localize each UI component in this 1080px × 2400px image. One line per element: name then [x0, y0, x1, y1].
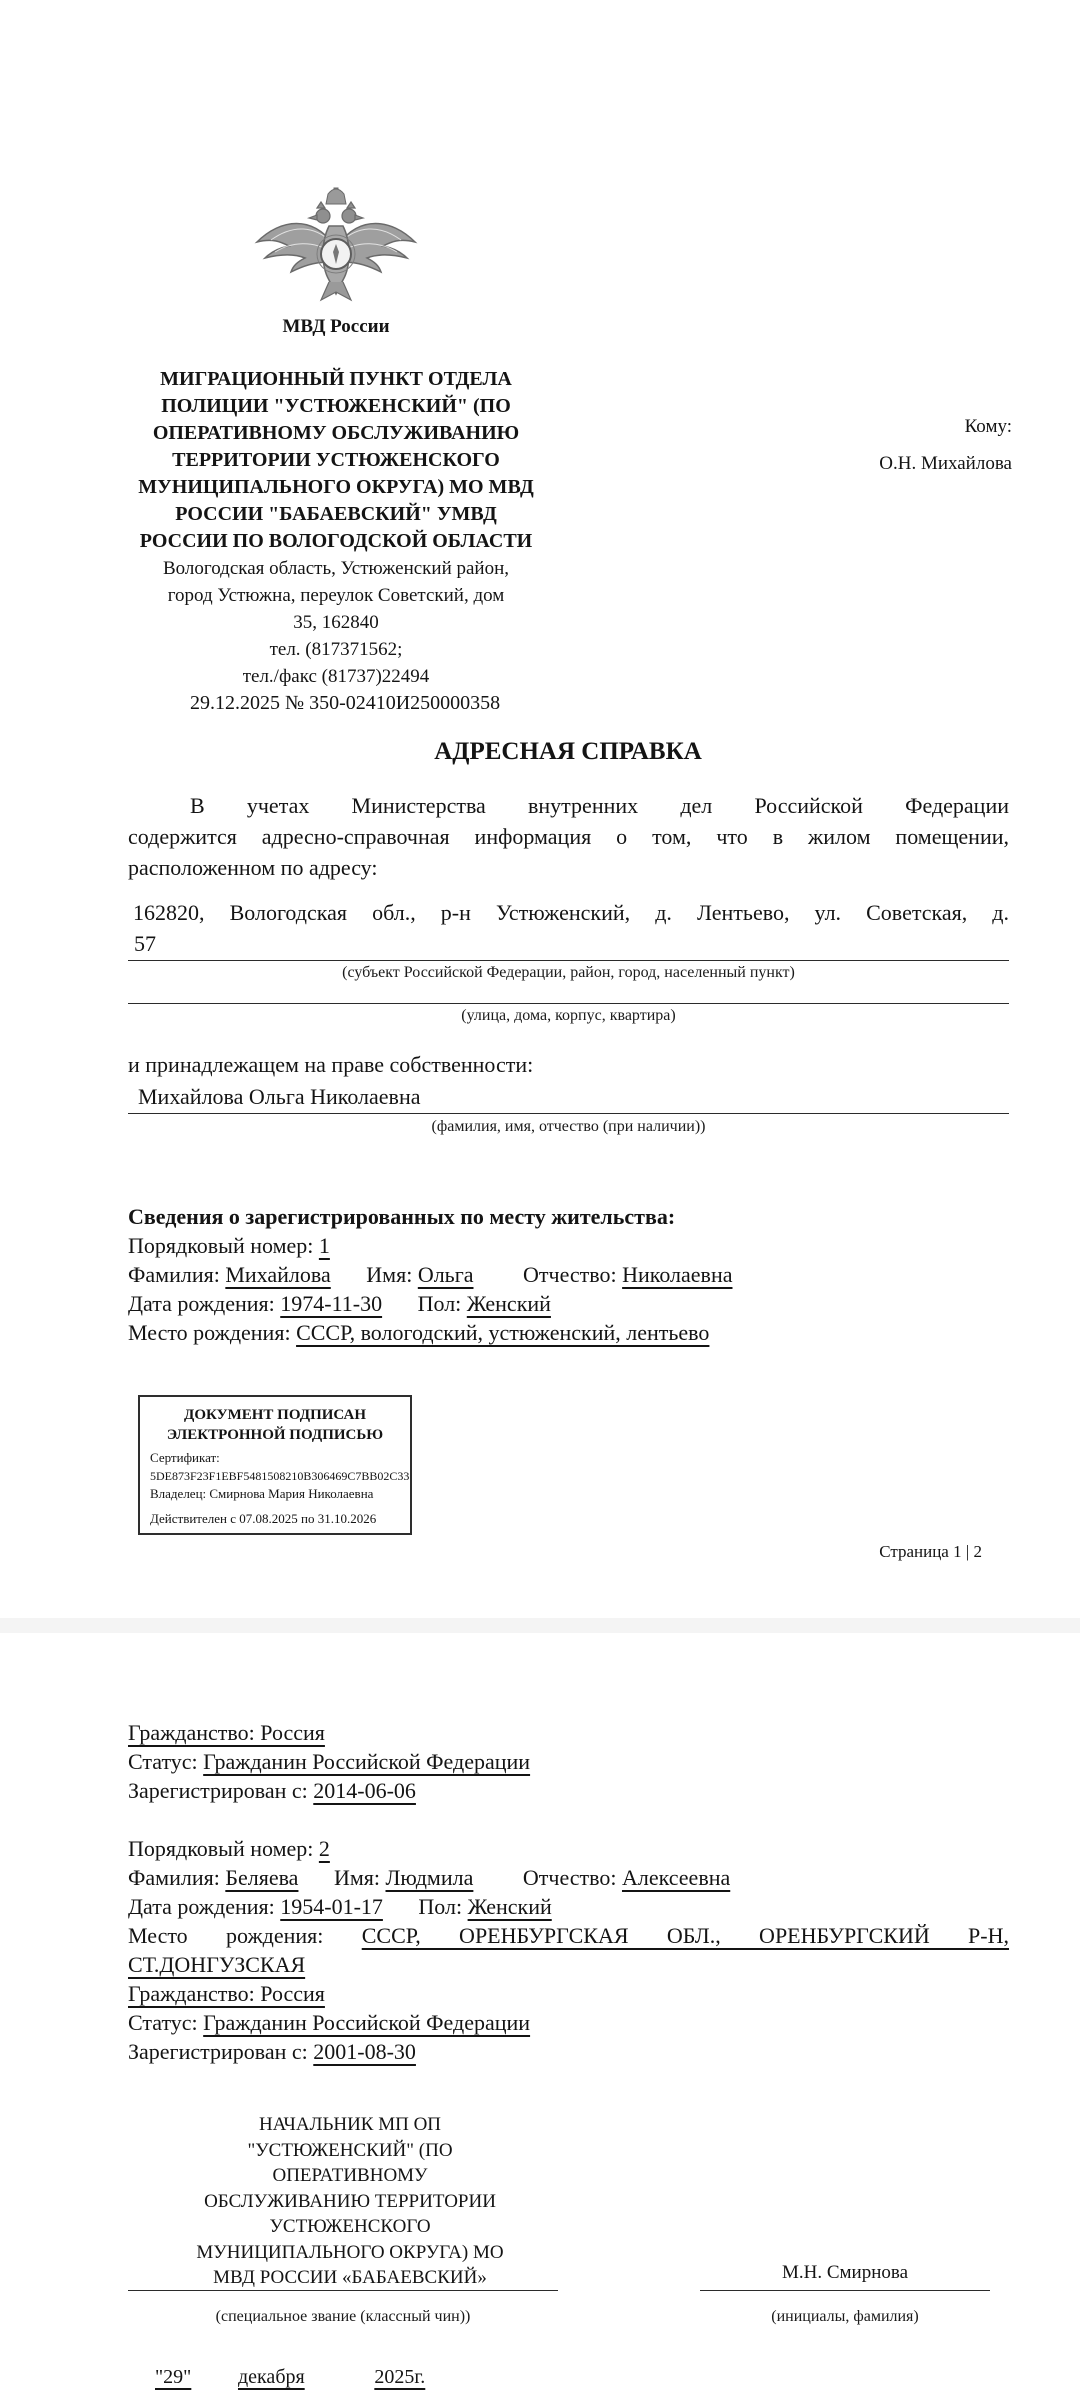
registered-label: Зарегистрирован с: [128, 2039, 308, 2064]
position-caption: (специальное звание (классный чин)) [215, 2308, 471, 2325]
addressee-label: Кому: [964, 416, 1012, 437]
order-value: 2 [318, 1836, 330, 1861]
org-line: ОПЕРАТИВНОМУ ОБСЛУЖИВАНИЮ [152, 422, 520, 444]
org-line: РОССИИ "БАБАЕВСКИЙ" УМВД [175, 503, 497, 525]
page-indicator: Страница 1 | 2 [879, 1542, 982, 1561]
birthplace-label: Место рождения: [128, 1923, 324, 1948]
person2-registered-line [128, 2037, 1009, 2066]
stamp-validity: Действителен с 07.08.2025 по 31.10.2026 [150, 1511, 377, 1526]
signer-name: М.Н. Смирнова [781, 2262, 909, 2283]
signoff-date-day: "29" [155, 2366, 192, 2388]
signoff-date-month: декабря [237, 2366, 305, 2388]
name-caption: (инициалы, фамилия) [771, 2308, 919, 2325]
person1-citizenship-line [128, 1718, 1009, 1747]
status-value: Гражданин Российской Федерации [203, 1749, 531, 1774]
org-contact-line: 35, 162840 [293, 612, 379, 633]
position-line: УСТЮЖЕНСКОГО [269, 2216, 431, 2237]
mvd-emblem [251, 182, 421, 310]
intro-line: содержится адресно-справочная информация о том, что в жилом помещении, [128, 824, 1009, 849]
person2-citizenship-line [128, 1979, 1009, 2008]
org-contact-line: тел. (817371562; [269, 639, 403, 660]
birthdate-value: 1974-11-30 [280, 1291, 383, 1316]
person1-status-line [128, 1747, 1009, 1776]
person2-status-line [128, 2008, 1009, 2037]
position-line: ОПЕРАТИВНОМУ [272, 2165, 428, 2186]
position-line: ОБСЛУЖИВАНИЮ ТЕРРИТОРИИ [204, 2190, 496, 2212]
person1-order-line [128, 1231, 1009, 1260]
org-line: РОССИИ ПО ВОЛОГОДСКОЙ ОБЛАСТИ [139, 530, 533, 552]
address-street-rule [128, 976, 1009, 1004]
birthdate-label: Дата рождения: [128, 1894, 275, 1919]
digital-signature-stamp [138, 1395, 412, 1535]
sex-value: Женский [466, 1291, 551, 1316]
page2-registered-persons [128, 1718, 1009, 2066]
org-contact-line: тел./факс (81737)22494 [242, 666, 430, 687]
name-label: Имя: [333, 1865, 380, 1890]
section-title: Сведения о зарегистрированных по месту жительства: [128, 1204, 676, 1229]
owner-caption: (фамилия, имя, отчество (при наличии)) [431, 1118, 706, 1135]
ownership-intro: и принадлежащем на праве собственности: [128, 1052, 534, 1077]
status-label: Статус: [128, 2010, 198, 2035]
status-value: Гражданин Российской Федерации [203, 2010, 531, 2035]
name-value: Людмила [385, 1865, 474, 1890]
position-line: "УСТЮЖЕНСКИЙ" (ПО [247, 2139, 453, 2161]
sex-label: Пол: [417, 1291, 462, 1316]
registered-value: 2001-08-30 [313, 2039, 416, 2064]
stamp-title-line2: ЭЛЕКТРОННОЙ ПОДПИСЬЮ [166, 1427, 384, 1443]
birthplace-value-part2: СТ.ДОНГУЗСКАЯ [128, 1952, 306, 1977]
address-caption-region: (субъект Российской Федерации, район, город, населенный пункт) [342, 964, 795, 981]
person2-birthplace-line1 [128, 1921, 1009, 1950]
birthdate-value: 1954-01-17 [280, 1894, 383, 1919]
addressee-block [712, 408, 1012, 482]
owner-name: Михайлова Ольга Николаевна [128, 1084, 1009, 1114]
registered-label: Зарегистрирован с: [128, 1778, 308, 1803]
position-line: МВД РОССИИ «БАБАЕВСКИЙ» [213, 2267, 487, 2288]
registered-value: 2014-06-06 [313, 1778, 416, 1803]
patronymic-label: Отчество: [523, 1262, 617, 1287]
order-label: Порядковый номер: [128, 1836, 314, 1861]
registered-persons-section [128, 1202, 1009, 1347]
address-caption-street: (улица, дома, корпус, квартира) [461, 1007, 676, 1024]
patronymic-value: Николаевна [622, 1262, 733, 1287]
signoff-date-year: 2025г. [374, 2366, 426, 2388]
order-label: Порядковый номер: [128, 1233, 314, 1258]
org-line: ТЕРРИТОРИИ УСТЮЖЕНСКОГО [172, 449, 500, 471]
org-line: МИГРАЦИОННЫЙ ПУНКТ ОТДЕЛА [160, 368, 512, 390]
person2-birthdate-line [128, 1892, 1009, 1921]
page-separator [0, 1618, 1080, 1633]
spacer-line [128, 1805, 1009, 1834]
person1-birthplace-line [128, 1318, 1009, 1347]
surname-label: Фамилия: [128, 1262, 220, 1287]
citizenship-value: Гражданство: Россия [128, 1981, 325, 2006]
person1-birthdate-line [128, 1289, 1009, 1318]
position-line: МУНИЦИПАЛЬНОГО ОКРУГА) МО [196, 2241, 504, 2263]
stamp-cert-label: Сертификат: [150, 1450, 220, 1465]
birthplace-value-part1: СССР, ОРЕНБУРГСКАЯ ОБЛ., ОРЕНБУРГСКИЙ Р-Н, [361, 1923, 1010, 1948]
stamp-title-line1: ДОКУМЕНТ ПОДПИСАН [184, 1407, 366, 1423]
address-value-line2: 57 [128, 931, 1009, 961]
addressee-name: О.Н. Михайлова [879, 453, 1012, 474]
person2-name-line [128, 1863, 1009, 1892]
org-line: ПОЛИЦИИ "УСТЮЖЕНСКИЙ" (ПО [161, 395, 511, 417]
position-line: НАЧАЛЬНИК МП ОП [258, 2114, 442, 2135]
citizenship-value: Гражданство: Россия [128, 1720, 325, 1745]
person2-order-line [128, 1834, 1009, 1863]
intro-line: В учетах Министерства внутренних дел Российской Федерации [190, 793, 1009, 818]
sex-value: Женский [467, 1894, 552, 1919]
person2-birthplace-line2 [128, 1950, 1009, 1979]
intro-paragraph [128, 790, 1009, 883]
double-headed-eagle-icon [251, 182, 421, 310]
birthplace-value: СССР, вологодский, устюженский, лентьево [296, 1320, 710, 1345]
position-signature-rule [128, 2258, 558, 2291]
person1-registered-line [128, 1776, 1009, 1805]
order-value: 1 [318, 1233, 330, 1258]
surname-value: Михайлова [225, 1262, 331, 1287]
document-title: АДРЕСНАЯ СПРАВКА [434, 738, 702, 765]
org-header-block [100, 366, 572, 690]
address-value-line1: 162820, Вологодская обл., р-н Устюженский, д. Лентьево, ул. Советская, д. [133, 900, 1009, 925]
birthdate-label: Дата рождения: [128, 1291, 275, 1316]
signoff-date-line [155, 2366, 425, 2389]
name-value: Ольга [417, 1262, 474, 1287]
patronymic-label: Отчество: [522, 1865, 617, 1890]
birthplace-label: Место рождения: [128, 1320, 291, 1345]
name-signature-rule [700, 2258, 990, 2291]
org-contact-line: Вологодская область, Устюженский район, [162, 558, 510, 579]
stamp-owner: Владелец: Смирнова Мария Николаевна [150, 1486, 374, 1501]
doc-number-line: 29.12.2025 № 350-02410И250000358 [190, 692, 501, 714]
org-contact-line: город Устюжна, переулок Советский, дом [167, 585, 505, 606]
name-label: Имя: [366, 1262, 413, 1287]
sex-label: Пол: [418, 1894, 463, 1919]
emblem-caption: МВД России [282, 316, 390, 337]
person1-name-line [128, 1260, 1009, 1289]
surname-value: Беляева [225, 1865, 299, 1890]
patronymic-value: Алексеевна [621, 1865, 731, 1890]
stamp-cert-value: 5DE873F23F1EBF5481508210B306469C7BB02C33 [150, 1469, 410, 1483]
surname-label: Фамилия: [128, 1865, 220, 1890]
intro-line: расположенном по адресу: [128, 855, 378, 880]
org-line: МУНИЦИПАЛЬНОГО ОКРУГА) МО МВД [138, 476, 534, 498]
status-label: Статус: [128, 1749, 198, 1774]
